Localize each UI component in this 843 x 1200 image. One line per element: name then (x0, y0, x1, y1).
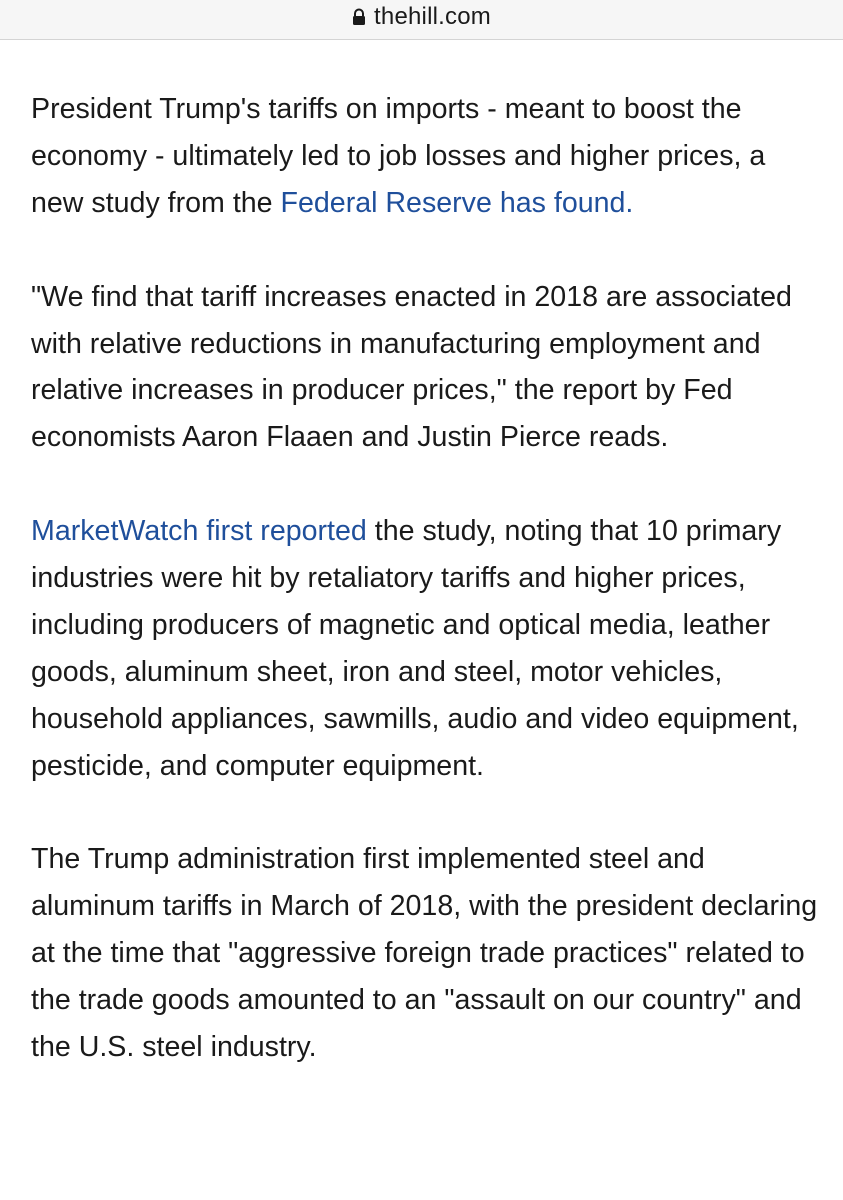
url-display[interactable] (352, 3, 491, 31)
lock-icon (352, 8, 366, 26)
marketwatch-link[interactable]: MarketWatch first reported (31, 515, 367, 548)
paragraph-3 (31, 508, 821, 789)
url-text[interactable]: thehill.com (374, 2, 491, 30)
federal-reserve-link[interactable]: Federal Reserve has found. (280, 186, 634, 219)
paragraph-1-text: President Trump's tariffs on imports - meant to boost the economy - ultimately led to job losses and higher prices, a new study from the (31, 93, 766, 219)
paragraph-3-text: the study, noting that 10 primary industries were hit by retaliatory tariffs and higher prices, including producers of magnetic and optical media, leather goods, aluminum sheet, iron and steel, motor vehicles, household appliances, sawmills, audio and video equipment, pesticide, and computer equipment. (31, 515, 799, 782)
article-body (31, 86, 821, 1118)
paragraph-2: "We find that tariff increases enacted in 2018 are associated with relative reductions in manufacturing employment and relative increases in producer prices," the report by Fed economists Aaron Flaaen and Justin Pierce reads. (31, 280, 792, 454)
paragraph-4: The Trump administration first implemented steel and aluminum tariffs in March of 2018, with the president declaring at the time that "aggressive foreign trade practices" related to the trade goods amounted to an "assault on our country" and the U.S. steel industry. (31, 843, 818, 1064)
address-bar[interactable] (0, 0, 843, 40)
paragraph-1 (31, 86, 821, 227)
